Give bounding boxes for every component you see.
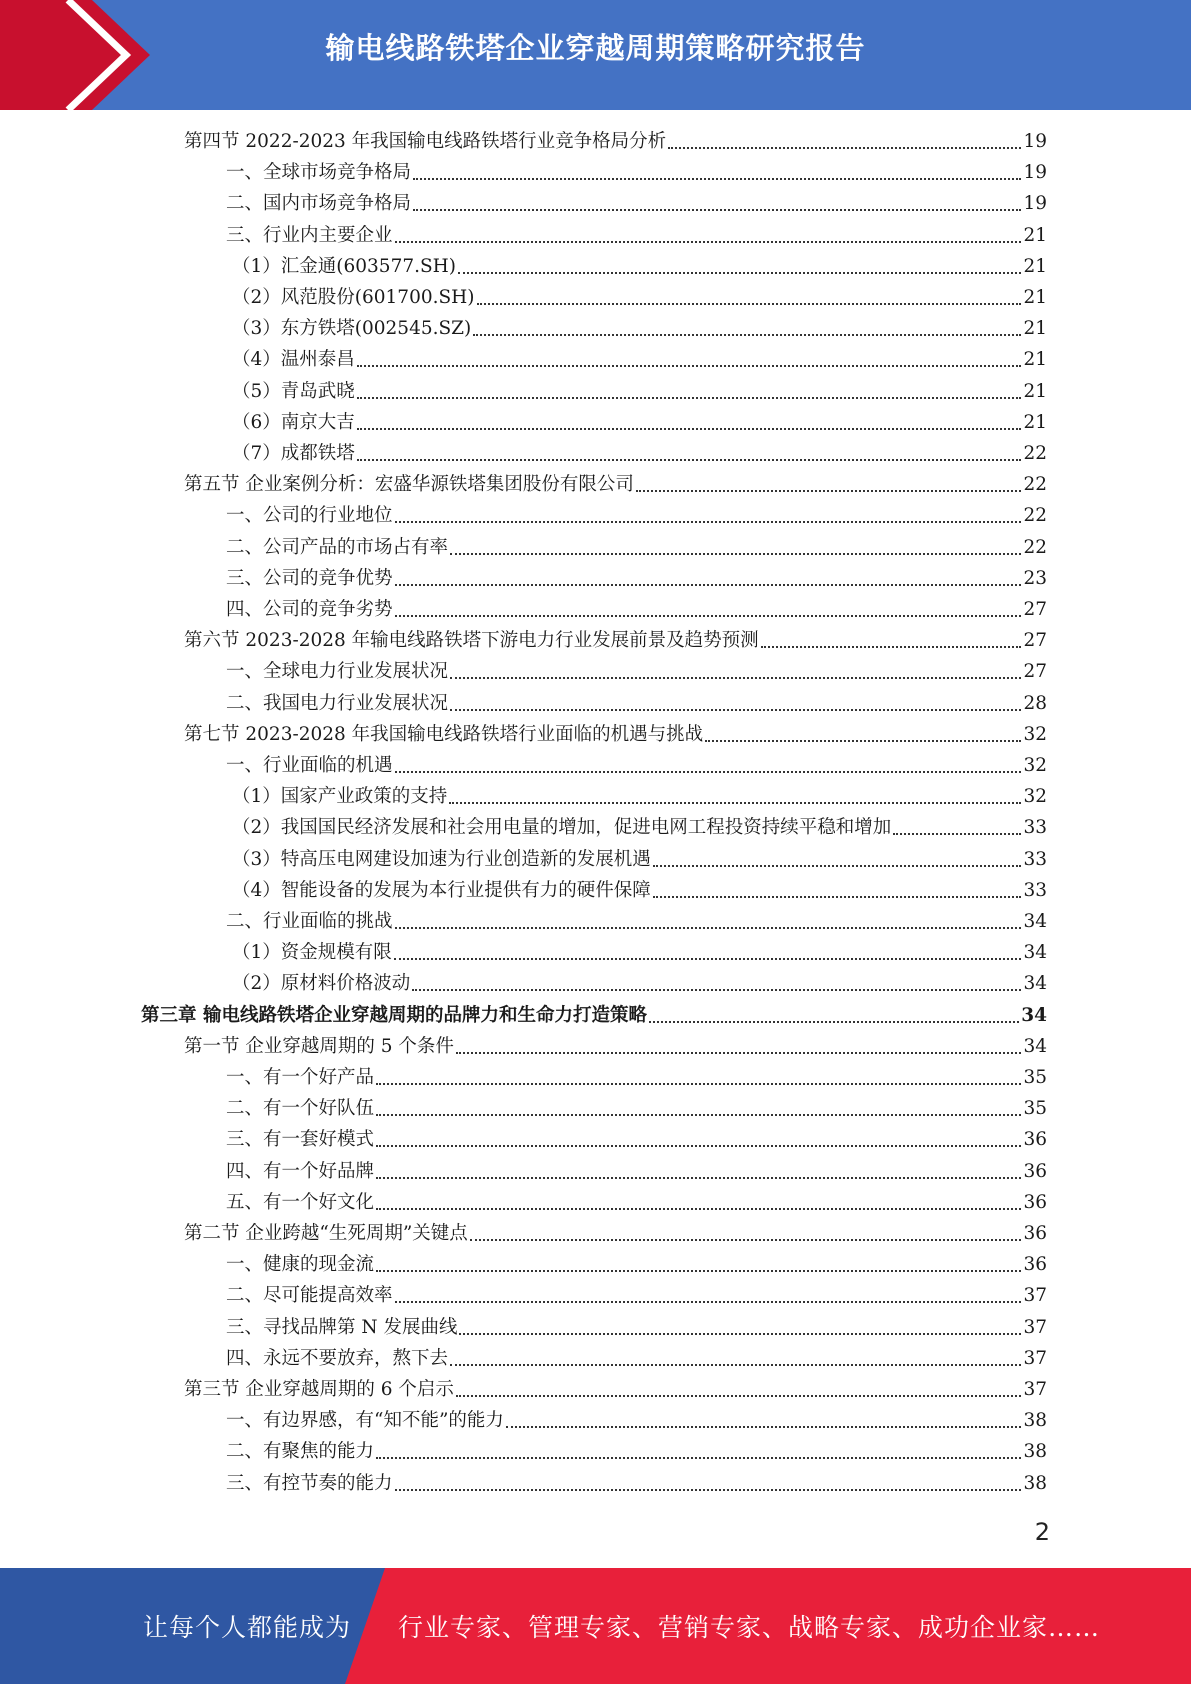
toc-entry-label: 一、有一个好产品 [226, 1067, 375, 1088]
footer-slogan-right: 行业专家、管理专家、营销专家、战略专家、成功企业家…… [398, 1613, 1101, 1642]
toc-entry-label: 一、行业面临的机遇 [226, 755, 393, 776]
toc-entry-page: 21 [1023, 318, 1047, 340]
toc-leader-dots [636, 490, 1022, 492]
toc-entry-page: 28 [1023, 692, 1047, 714]
toc-entry-label: （5）青岛武晓 [232, 380, 355, 402]
toc-entry[interactable] [232, 783, 1047, 811]
toc-entry-page: 34 [1023, 973, 1047, 995]
toc-entry-page: 32 [1023, 786, 1047, 808]
toc-leader-dots [395, 615, 1022, 617]
toc-entry-label: 三、有控节奏的能力 [226, 1472, 393, 1494]
toc-entry-page: 32 [1023, 755, 1047, 776]
toc-entry[interactable] [226, 1345, 1047, 1373]
toc-entry-page: 37 [1023, 1285, 1047, 1307]
toc-entry[interactable] [232, 939, 1047, 967]
toc-entry[interactable] [226, 658, 1047, 686]
toc-entry-page: 27 [1023, 630, 1047, 652]
toc-entry-label: 第一节 企业穿越周期的 5 个条件 [184, 1035, 454, 1057]
toc-entry[interactable] [141, 1002, 1047, 1030]
toc-entry-page: 21 [1023, 287, 1047, 308]
toc-entry-page: 19 [1023, 162, 1047, 184]
toc-entry-label: （2）原材料价格波动 [232, 973, 411, 995]
toc-entry[interactable] [226, 690, 1047, 718]
toc-entry-label: 三、公司的竞争优势 [226, 567, 393, 589]
toc-entry-label: 二、国内市场竞争格局 [226, 193, 412, 215]
toc-entry[interactable] [184, 471, 1047, 499]
toc-leader-dots [413, 209, 1021, 211]
toc-entry-label: 二、有一个好队伍 [226, 1098, 375, 1120]
toc-entry-label: 二、有聚焦的能力 [226, 1441, 375, 1463]
toc-leader-dots [470, 1239, 1022, 1241]
toc-leader-dots [458, 272, 1021, 274]
page-number: 2 [1034, 1518, 1050, 1546]
toc-entry[interactable] [226, 534, 1047, 562]
toc-leader-dots [395, 1301, 1022, 1303]
toc-leader-dots [395, 521, 1022, 523]
toc-entry-page: 19 [1023, 131, 1047, 152]
toc-leader-dots [357, 459, 1022, 461]
toc-entry-page: 27 [1023, 661, 1047, 683]
toc-leader-dots [477, 303, 1022, 305]
toc-entry-page: 36 [1023, 1129, 1047, 1151]
toc-entry-label: 二、行业面临的挑战 [226, 911, 393, 932]
toc-entry-page: 37 [1023, 1347, 1047, 1369]
toc-entry-page: 33 [1023, 879, 1047, 901]
toc-entry[interactable] [232, 970, 1047, 998]
toc-entry-page: 22 [1023, 536, 1047, 558]
toc-entry-label: 第五节 企业案例分析：宏盛华源铁塔集团股份有限公司 [184, 474, 634, 496]
toc-entry[interactable] [232, 440, 1047, 468]
toc-entry-label: 二、尽可能提高效率 [226, 1285, 393, 1307]
toc-entry[interactable] [226, 159, 1047, 187]
toc-entry-label: 三、行业内主要企业 [226, 224, 393, 246]
toc-entry-label: （1）资金规模有限 [232, 942, 392, 964]
toc-entry[interactable] [226, 908, 1047, 936]
toc-entry[interactable] [226, 1251, 1047, 1279]
toc-entry[interactable] [184, 1220, 1047, 1248]
toc-entry-label: （1）汇金通(603577.SH) [232, 255, 457, 277]
toc-entry-page: 21 [1023, 411, 1047, 433]
toc-leader-dots [395, 1489, 1022, 1491]
toc-entry-page: 22 [1023, 505, 1047, 527]
toc-leader-dots [412, 989, 1021, 991]
toc-entry[interactable] [232, 814, 1047, 842]
toc-entry[interactable] [226, 1126, 1047, 1154]
toc-entry-page: 27 [1023, 599, 1047, 620]
toc-leader-dots [376, 1114, 1021, 1116]
toc-entry-page: 21 [1023, 380, 1047, 402]
toc-entry-page: 36 [1023, 1223, 1047, 1244]
toc-entry[interactable] [184, 627, 1047, 655]
toc-entry-label: （1）国家产业政策的支持 [232, 786, 448, 808]
toc-leader-dots [394, 958, 1022, 960]
toc-entry-label: 五、有一个好文化 [226, 1191, 375, 1213]
toc-leader-dots [376, 1145, 1021, 1147]
toc-entry-label: 一、全球电力行业发展状况 [226, 661, 449, 683]
toc-entry[interactable] [226, 752, 1047, 780]
toc-leader-dots [506, 1426, 1022, 1428]
toc-entry[interactable] [226, 565, 1047, 593]
toc-entry[interactable] [226, 1095, 1047, 1123]
toc-leader-dots [649, 1021, 1019, 1023]
toc-leader-dots [395, 771, 1022, 773]
toc-entry-page: 38 [1023, 1441, 1047, 1463]
toc-entry[interactable] [226, 1438, 1047, 1466]
toc-entry[interactable] [232, 315, 1047, 343]
toc-entry[interactable] [226, 222, 1047, 250]
toc-leader-dots [668, 147, 1021, 149]
toc-entry[interactable] [184, 1376, 1047, 1404]
toc-entry-label: 第三节 企业穿越周期的 6 个启示 [184, 1379, 454, 1400]
toc-entry-page: 32 [1023, 723, 1047, 745]
toc-entry[interactable] [226, 1470, 1047, 1498]
toc-entry[interactable] [232, 346, 1047, 374]
toc-entry-label: 第三章 输电线路铁塔企业穿越周期的品牌力和生命力打造策略 [141, 1004, 647, 1026]
toc-entry-page: 23 [1023, 567, 1047, 589]
toc-entry-page: 21 [1023, 224, 1047, 246]
toc-leader-dots [450, 677, 1021, 679]
toc-entry-label: （4）智能设备的发展为本行业提供有力的硬件保障 [232, 879, 651, 901]
toc-entry-page: 34 [1023, 1035, 1047, 1057]
toc-entry-label: 第六节 2023-2028 年输电线路铁塔下游电力行业发展前景及趋势预测 [184, 630, 759, 652]
page-footer [0, 1568, 1191, 1684]
toc-leader-dots [395, 584, 1022, 586]
toc-entry-page: 38 [1023, 1410, 1047, 1432]
toc-entry-label: 一、全球市场竞争格局 [226, 162, 412, 184]
toc-entry[interactable] [184, 128, 1047, 156]
toc-entry-page: 36 [1023, 1160, 1047, 1182]
toc-entry-page: 35 [1023, 1098, 1047, 1120]
toc-leader-dots [449, 802, 1021, 804]
toc-entry-label: 第四节 2022-2023 年我国输电线路铁塔行业竞争格局分析 [184, 131, 667, 152]
toc-entry-label: （4）温州泰昌 [232, 349, 355, 371]
toc-leader-dots [456, 1395, 1022, 1397]
toc-entry[interactable] [226, 502, 1047, 530]
toc-leader-dots [357, 365, 1022, 367]
toc-entry-page: 22 [1023, 443, 1047, 464]
toc-entry-page: 22 [1023, 474, 1047, 496]
toc-leader-dots [450, 709, 1021, 711]
toc-entry-label: （6）南京大吉 [232, 411, 355, 433]
toc-entry-label: 第七节 2023-2028 年我国输电线路铁塔行业面临的机遇与挑战 [184, 723, 704, 745]
toc-entry-page: 34 [1023, 911, 1047, 932]
toc-leader-dots [761, 646, 1022, 648]
toc-leader-dots [456, 1052, 1022, 1054]
toc-entry-label: 一、有边界感，有“知不能”的能力 [226, 1410, 504, 1432]
toc-entry-page: 36 [1023, 1191, 1047, 1213]
toc-entry-label: 二、公司产品的市场占有率 [226, 536, 449, 558]
toc-leader-dots [357, 397, 1022, 399]
toc-leader-dots [376, 1083, 1021, 1085]
toc-entry-label: 二、我国电力行业发展状况 [226, 692, 449, 714]
toc-leader-dots [653, 896, 1022, 898]
toc-leader-dots [893, 833, 1021, 835]
toc-entry-page: 19 [1023, 193, 1047, 215]
toc-leader-dots [395, 241, 1022, 243]
toc-leader-dots [653, 865, 1022, 867]
toc-entry[interactable] [184, 1033, 1047, 1061]
toc-entry-page: 37 [1023, 1316, 1047, 1338]
document-title: 输电线路铁塔企业穿越周期策略研究报告 [325, 31, 866, 65]
toc-entry-page: 34 [1023, 942, 1047, 964]
toc-entry-label: 一、健康的现金流 [226, 1254, 375, 1276]
toc-leader-dots [395, 927, 1022, 929]
toc-entry-label: （2）风范股份(601700.SH) [232, 287, 475, 308]
toc-entry-page: 33 [1023, 848, 1047, 870]
toc-entry-page: 36 [1023, 1254, 1047, 1276]
toc-entry-label: 四、公司的竞争劣势 [226, 599, 393, 620]
toc-entry[interactable] [226, 1064, 1047, 1092]
toc-entry-label: 四、有一个好品牌 [226, 1160, 375, 1182]
toc-entry[interactable] [226, 1282, 1047, 1310]
toc-entry-label: 四、永远不要放弃，熬下去 [226, 1347, 449, 1369]
toc-entry-page: 37 [1023, 1379, 1047, 1400]
toc-entry-label: 三、寻找品牌第 N 发展曲线 [226, 1316, 458, 1338]
toc-entry-page: 34 [1021, 1004, 1047, 1026]
toc-entry[interactable] [232, 378, 1047, 406]
toc-entry[interactable] [232, 846, 1047, 874]
toc-entry[interactable] [232, 409, 1047, 437]
toc-leader-dots [459, 1333, 1021, 1335]
toc-entry-label: （3）特高压电网建设加速为行业创造新的发展机遇 [232, 848, 651, 870]
toc-entry-page: 33 [1023, 817, 1047, 839]
toc-leader-dots [450, 1364, 1021, 1366]
toc-entry-page: 21 [1023, 349, 1047, 371]
toc-entry[interactable] [184, 721, 1047, 749]
toc-leader-dots [376, 1270, 1021, 1272]
toc-entry-label: 第二节 企业跨越“生死周期”关键点 [184, 1223, 468, 1244]
toc-leader-dots [705, 740, 1021, 742]
toc-leader-dots [450, 553, 1021, 555]
toc-entry-label: 一、公司的行业地位 [226, 505, 393, 527]
toc-entry-label: （2）我国国民经济发展和社会用电量的增加，促进电网工程投资持续平稳和增加 [232, 817, 892, 839]
toc-leader-dots [376, 1177, 1021, 1179]
toc-entry[interactable] [226, 596, 1047, 624]
toc-leader-dots [413, 178, 1021, 180]
footer-slogan-left: 让每个人都能成为 [143, 1613, 352, 1642]
toc-entry-label: （7）成都铁塔 [232, 443, 355, 464]
toc-entry[interactable] [226, 1189, 1047, 1217]
toc-entry[interactable] [226, 1314, 1047, 1342]
toc-leader-dots [376, 1208, 1021, 1210]
toc-entry[interactable] [226, 1407, 1047, 1435]
toc-entry[interactable] [226, 1158, 1047, 1186]
toc-entry[interactable] [232, 253, 1047, 281]
toc-entry-page: 21 [1023, 255, 1047, 277]
toc-entry-page: 35 [1023, 1067, 1047, 1088]
toc-entry-page: 38 [1023, 1472, 1047, 1494]
toc-leader-dots [473, 334, 1021, 336]
toc-entry-label: （3）东方铁塔(002545.SZ) [232, 318, 472, 340]
page-header [0, 0, 1191, 110]
toc-leader-dots [357, 428, 1022, 430]
toc-leader-dots [376, 1457, 1021, 1459]
toc-entry[interactable] [226, 190, 1047, 218]
toc-entry-label: 三、有一套好模式 [226, 1129, 375, 1151]
toc-entry[interactable] [232, 284, 1047, 312]
toc-entry[interactable] [232, 877, 1047, 905]
